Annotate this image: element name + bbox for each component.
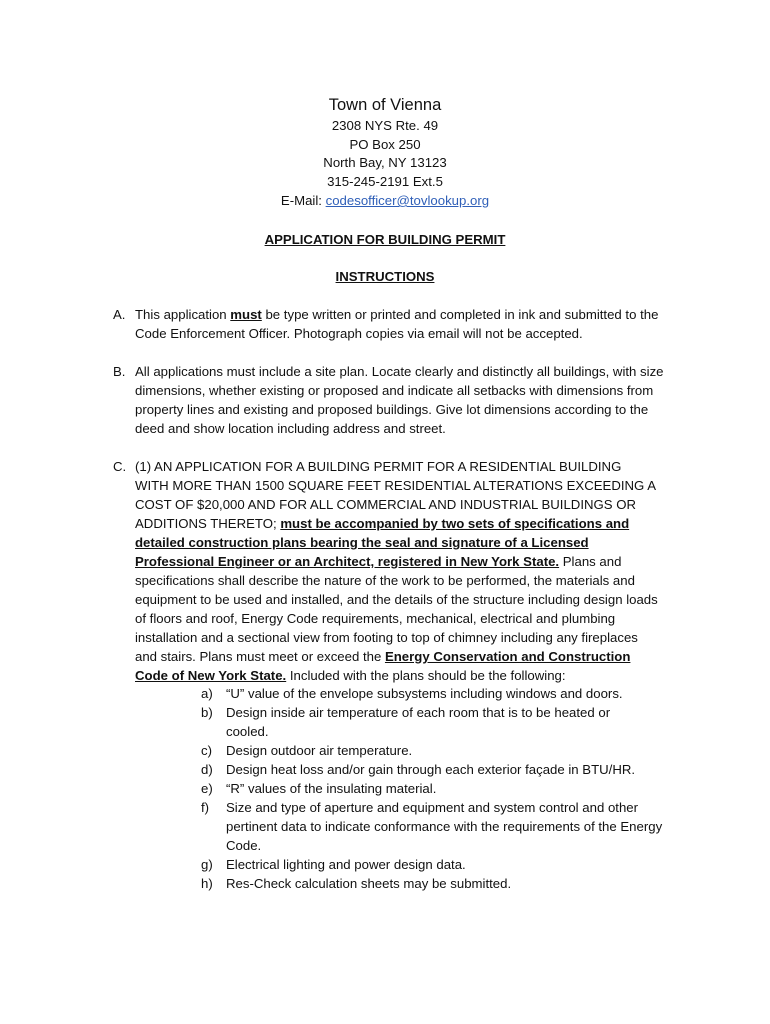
item-text [135, 305, 673, 343]
email-line [0, 191, 770, 210]
document-title: APPLICATION FOR BUILDING PERMIT [264, 232, 506, 247]
text-run: Plans and specifications shall describe the nature of the work to be performed, the materials and equipment to be used and installed, and the details of the structure including design loads of floors and roof, Energy Code requirements, mechanical, electrical and plumbing installation and a sectional view from footing to top of chimney including any fireplaces and stairs. Plans must meet or exceed the [135, 554, 658, 664]
address-line-3: North Bay, NY 13123 [323, 155, 447, 170]
text-run: (1) AN APPLICATION FOR A BUILDING PERMIT FOR A RESIDENTIAL BUILDING WITH MORE THAN 1500 SQUARE FEET RESIDENTIAL ALTERATIONS EXCEEDING A COST OF $20,000 AND FOR ALL COMMERCIAL AND INDUSTRIAL BUILDINGS OR ADDITIONS THERETO; [135, 459, 656, 531]
instructions-heading: INSTRUCTIONS [335, 269, 435, 284]
emphasis-energy-code: Energy Conservation and Construction Code of New York State. [135, 649, 631, 683]
address-line-2: PO Box 250 [349, 137, 421, 152]
instruction-item-c [113, 457, 658, 685]
sub-item-text: Design heat loss and/or gain through each exterior façade in BTU/HR. [226, 762, 636, 777]
instruction-item-b [113, 362, 673, 438]
sub-item-text: “R” values of the insulating material. [226, 781, 437, 796]
sub-item-c [201, 741, 661, 760]
sub-item-text: Design outdoor air temperature. [226, 743, 413, 758]
sub-item-label: a) [201, 686, 213, 701]
sub-item-label: g) [201, 857, 213, 872]
sub-item-h [201, 874, 661, 893]
item-label: C. [113, 459, 127, 474]
item-label: A. [113, 307, 126, 322]
sub-item-text: Res-Check calculation sheets may be submitted. [226, 876, 512, 891]
sub-item-label: f) [201, 800, 210, 815]
emphasis-must: must [230, 307, 262, 322]
sub-item-label: b) [201, 705, 213, 720]
instruction-item-a [113, 305, 673, 343]
item-label: B. [113, 364, 126, 379]
email-label: E-Mail: [280, 193, 326, 208]
phone-number: 315-245-2191 Ext.5 [327, 174, 443, 189]
email-link[interactable]: codesofficer@tovlookup.org [325, 193, 490, 208]
item-text: All applications must include a site plan. Locate clearly and distinctly all buildings, with size dimensions, whether existing or proposed and indicate all setbacks with dimensions from property lines and existing and proposed buildings. Give lot dimensions according to the deed and show location including address and street. [135, 364, 664, 436]
town-name: Town of Vienna [328, 96, 442, 114]
sub-item-label: h) [201, 876, 213, 891]
text-run: be type written or printed and completed in ink and submitted to the Code Enforcement Officer. Photograph copies via email will not be accepted. [135, 307, 659, 341]
sub-item-b [201, 703, 641, 741]
text-run: This application [135, 307, 231, 322]
item-text [135, 457, 658, 685]
sub-item-text: Design inside air temperature of each room that is to be heated or cooled. [226, 705, 611, 739]
sub-item-text: Electrical lighting and power design data. [226, 857, 466, 872]
emphasis-plans-requirement: must be accompanied by two sets of specifications and detailed construction plans bearing the seal and signature of a Licensed Professional Engineer or an Architect, registered in New York State. [135, 516, 630, 569]
sub-item-e [201, 779, 661, 798]
sub-item-label: e) [201, 781, 213, 796]
sub-item-label: d) [201, 762, 213, 777]
sub-item-g [201, 855, 661, 874]
sub-item-text: Size and type of aperture and equipment and system control and other pertinent data to indicate conformance with the requirements of the Energy Code. [226, 800, 663, 853]
sub-item-label: c) [201, 743, 212, 758]
sub-item-text: “U” value of the envelope subsystems including windows and doors. [226, 686, 623, 701]
sub-item-d [201, 760, 661, 779]
sub-item-f [201, 798, 666, 855]
sub-item-a [201, 684, 661, 703]
address-line-1: 2308 NYS Rte. 49 [331, 118, 439, 133]
text-run: Included with the plans should be the following: [286, 668, 566, 683]
